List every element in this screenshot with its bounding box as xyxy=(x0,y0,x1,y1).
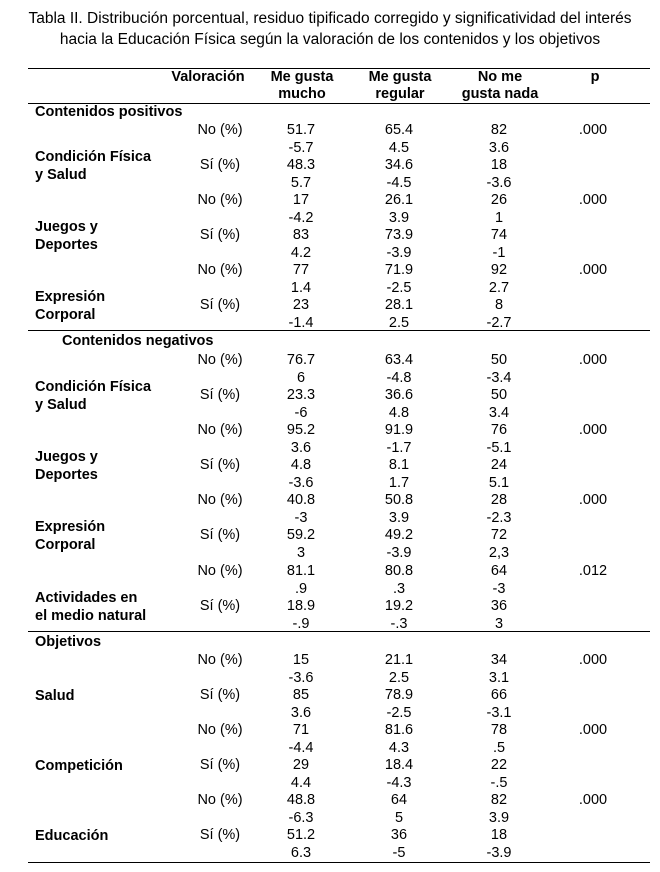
me-gusta-mucho-cell: 59.2 xyxy=(286,527,316,544)
group-label-line: Deportes xyxy=(35,467,98,484)
no-me-gusta-nada-cell: 34 xyxy=(490,652,508,668)
me-gusta-mucho-cell: -4.4 xyxy=(288,739,314,756)
no-me-gusta-nada-cell: 18 xyxy=(490,827,508,844)
me-gusta-mucho-cell: 4.4 xyxy=(290,774,312,791)
p-value-cell: .000 xyxy=(578,652,608,668)
table-row xyxy=(28,670,650,688)
table-row xyxy=(28,140,650,158)
valoracion-cell: No (%) xyxy=(197,262,243,278)
no-me-gusta-nada-cell: 5.1 xyxy=(488,474,510,491)
no-me-gusta-nada-cell: 1 xyxy=(494,209,504,226)
me-gusta-regular-cell: 63.4 xyxy=(384,352,414,368)
me-gusta-regular-cell: 21.1 xyxy=(384,652,414,668)
me-gusta-regular-cell: 28.1 xyxy=(384,297,414,314)
no-me-gusta-nada-cell: 3.6 xyxy=(488,139,510,156)
group-label-line: Deportes xyxy=(35,237,98,254)
no-me-gusta-nada-cell: -3.4 xyxy=(486,369,512,386)
me-gusta-mucho-cell: 5.7 xyxy=(290,174,312,191)
me-gusta-mucho-cell: 4.2 xyxy=(290,244,312,261)
me-gusta-mucho-cell: -1.4 xyxy=(288,314,314,331)
table-row xyxy=(28,370,650,388)
table-row xyxy=(28,705,650,723)
me-gusta-regular-cell: 36 xyxy=(390,827,408,844)
table-row xyxy=(28,492,650,510)
me-gusta-regular-cell: 26.1 xyxy=(384,192,414,208)
no-me-gusta-nada-cell: -3.9 xyxy=(486,844,512,861)
me-gusta-regular-cell: -3.9 xyxy=(386,244,412,261)
me-gusta-regular-cell: 8.1 xyxy=(388,457,410,474)
no-me-gusta-nada-cell: 50 xyxy=(490,387,508,404)
me-gusta-mucho-cell: -6 xyxy=(294,404,308,421)
me-gusta-mucho-cell: -4.2 xyxy=(288,209,314,226)
me-gusta-mucho-cell: 48.8 xyxy=(286,792,316,808)
no-me-gusta-nada-cell: 64 xyxy=(490,563,508,579)
p-value-cell: .000 xyxy=(578,122,608,138)
table-row xyxy=(28,192,650,210)
valoracion-cell: Sí (%) xyxy=(199,527,241,544)
me-gusta-mucho-cell: 23 xyxy=(292,297,310,314)
table-row xyxy=(28,722,650,740)
me-gusta-regular-cell: 50.8 xyxy=(384,492,414,508)
me-gusta-mucho-cell: 4.8 xyxy=(290,457,312,474)
me-gusta-regular-cell: -2.5 xyxy=(386,704,412,721)
bottom-rule xyxy=(28,862,650,863)
caption-line-2: hacia la Educación Física según la valoración de los contenidos y los objetivos xyxy=(59,31,601,48)
valoracion-cell: Sí (%) xyxy=(199,687,241,704)
me-gusta-mucho-cell: 76.7 xyxy=(286,352,316,368)
no-me-gusta-nada-cell: 50 xyxy=(490,352,508,368)
table-row xyxy=(28,598,650,616)
no-me-gusta-nada-cell: 66 xyxy=(490,687,508,704)
group-label-line: Juegos y xyxy=(35,219,98,236)
group-label-line: el medio natural xyxy=(35,608,147,625)
me-gusta-mucho-cell: .9 xyxy=(294,580,308,597)
group-label-line: Competición xyxy=(35,758,123,775)
table-row xyxy=(28,245,650,263)
me-gusta-mucho-cell: 23.3 xyxy=(286,387,316,404)
table-row xyxy=(28,757,650,775)
group-label-line: Expresión xyxy=(35,519,106,536)
table-row xyxy=(28,440,650,458)
section-rule xyxy=(28,330,650,331)
group-label-line: Corporal xyxy=(35,307,96,324)
table-row xyxy=(28,827,650,845)
me-gusta-mucho-cell: -3 xyxy=(294,509,308,526)
me-gusta-regular-cell: 78.9 xyxy=(384,687,414,704)
me-gusta-regular-cell: 81.6 xyxy=(384,722,414,738)
valoracion-cell: Sí (%) xyxy=(199,157,241,174)
me-gusta-mucho-cell: 48.3 xyxy=(286,157,316,174)
table-row xyxy=(28,687,650,705)
me-gusta-mucho-cell: 18.9 xyxy=(286,598,316,615)
me-gusta-regular-cell: 80.8 xyxy=(384,563,414,579)
me-gusta-regular-cell: 3.9 xyxy=(388,209,410,226)
section-title: Contenidos positivos xyxy=(35,104,183,120)
no-me-gusta-nada-cell: 3.1 xyxy=(488,669,510,686)
table-row xyxy=(28,352,650,370)
me-gusta-regular-cell: -4.8 xyxy=(386,369,412,386)
header-no-me-gusta-nada: No me gusta nada xyxy=(461,69,539,102)
me-gusta-regular-cell: 4.5 xyxy=(388,139,410,156)
section-title: Objetivos xyxy=(35,634,102,650)
valoracion-cell: No (%) xyxy=(197,722,243,738)
valoracion-cell: Sí (%) xyxy=(199,598,241,615)
valoracion-cell: Sí (%) xyxy=(199,827,241,844)
no-me-gusta-nada-cell: 3.9 xyxy=(488,809,510,826)
table-row xyxy=(28,563,650,581)
me-gusta-regular-cell: -3.9 xyxy=(386,544,412,561)
me-gusta-regular-cell: 19.2 xyxy=(384,598,414,615)
me-gusta-regular-cell: 34.6 xyxy=(384,157,414,174)
me-gusta-mucho-cell: -3.6 xyxy=(288,474,314,491)
group-label-line: Condición Física xyxy=(35,149,152,166)
table-row xyxy=(28,475,650,493)
valoracion-cell: No (%) xyxy=(197,652,243,668)
p-value-cell: .012 xyxy=(578,563,608,579)
no-me-gusta-nada-cell: 74 xyxy=(490,227,508,244)
group-label-line: Educación xyxy=(35,828,109,845)
no-me-gusta-nada-cell: 3 xyxy=(494,615,504,632)
group-label-line: Condición Física xyxy=(35,379,152,396)
me-gusta-regular-cell: 2.5 xyxy=(388,669,410,686)
table-row xyxy=(28,280,650,298)
no-me-gusta-nada-cell: 2,3 xyxy=(488,544,510,561)
no-me-gusta-nada-cell: 36 xyxy=(490,598,508,615)
me-gusta-mucho-cell: 6.3 xyxy=(290,844,312,861)
me-gusta-mucho-cell: 15 xyxy=(292,652,310,668)
me-gusta-mucho-cell: -3.6 xyxy=(288,669,314,686)
p-value-cell: .000 xyxy=(578,352,608,368)
table-row xyxy=(28,845,650,863)
table-row xyxy=(28,262,650,280)
no-me-gusta-nada-cell: 92 xyxy=(490,262,508,278)
me-gusta-mucho-cell: 40.8 xyxy=(286,492,316,508)
no-me-gusta-nada-cell: -.5 xyxy=(490,774,508,791)
me-gusta-mucho-cell: 29 xyxy=(292,757,310,774)
me-gusta-mucho-cell: 95.2 xyxy=(286,422,316,438)
p-value-cell: .000 xyxy=(578,262,608,278)
me-gusta-mucho-cell: 77 xyxy=(292,262,310,278)
table-row xyxy=(28,545,650,563)
me-gusta-regular-cell: -4.3 xyxy=(386,774,412,791)
no-me-gusta-nada-cell: -2.7 xyxy=(486,314,512,331)
me-gusta-mucho-cell: 83 xyxy=(292,227,310,244)
header-valoracion: Valoración xyxy=(171,69,245,85)
no-me-gusta-nada-cell: 26 xyxy=(490,192,508,208)
valoracion-cell: No (%) xyxy=(197,352,243,368)
valoracion-cell: Sí (%) xyxy=(199,297,241,314)
table-row xyxy=(28,792,650,810)
me-gusta-regular-cell: 91.9 xyxy=(384,422,414,438)
me-gusta-mucho-cell: 51.2 xyxy=(286,827,316,844)
table-row xyxy=(28,740,650,758)
valoracion-cell: No (%) xyxy=(197,122,243,138)
me-gusta-regular-cell: 18.4 xyxy=(384,757,414,774)
me-gusta-mucho-cell: 71 xyxy=(292,722,310,738)
table-caption xyxy=(0,8,660,50)
no-me-gusta-nada-cell: 2.7 xyxy=(488,279,510,296)
table-row xyxy=(28,510,650,528)
me-gusta-regular-cell: 73.9 xyxy=(384,227,414,244)
group-label-line: Corporal xyxy=(35,537,96,554)
p-value-cell: .000 xyxy=(578,792,608,808)
valoracion-cell: Sí (%) xyxy=(199,457,241,474)
me-gusta-mucho-cell: -.9 xyxy=(292,615,310,632)
me-gusta-regular-cell: 49.2 xyxy=(384,527,414,544)
no-me-gusta-nada-cell: -2.3 xyxy=(486,509,512,526)
header-me-gusta-regular: Me gusta regular xyxy=(368,69,432,102)
no-me-gusta-nada-cell: 8 xyxy=(494,297,504,314)
me-gusta-regular-cell: 64 xyxy=(390,792,408,808)
table-row xyxy=(28,810,650,828)
no-me-gusta-nada-cell: -5.1 xyxy=(486,439,512,456)
me-gusta-regular-cell: -.3 xyxy=(390,615,408,632)
valoracion-cell: Sí (%) xyxy=(199,227,241,244)
no-me-gusta-nada-cell: 3.4 xyxy=(488,404,510,421)
p-value-cell: .000 xyxy=(578,192,608,208)
no-me-gusta-nada-cell: 18 xyxy=(490,157,508,174)
group-label-line: Expresión xyxy=(35,289,106,306)
me-gusta-mucho-cell: 1.4 xyxy=(290,279,312,296)
valoracion-cell: No (%) xyxy=(197,563,243,579)
table-row xyxy=(28,227,650,245)
me-gusta-regular-cell: 36.6 xyxy=(384,387,414,404)
valoracion-cell: No (%) xyxy=(197,792,243,808)
valoracion-cell: No (%) xyxy=(197,492,243,508)
table-row xyxy=(28,457,650,475)
table-row xyxy=(28,175,650,193)
me-gusta-mucho-cell: -6.3 xyxy=(288,809,314,826)
valoracion-cell: No (%) xyxy=(197,422,243,438)
section-title: Contenidos negativos xyxy=(62,333,214,349)
table-row xyxy=(28,387,650,405)
no-me-gusta-nada-cell: -3 xyxy=(492,580,506,597)
p-value-cell: .000 xyxy=(578,492,608,508)
me-gusta-mucho-cell: 51.7 xyxy=(286,122,316,138)
table-row xyxy=(28,652,650,670)
table-row xyxy=(28,122,650,140)
no-me-gusta-nada-cell: 76 xyxy=(490,422,508,438)
no-me-gusta-nada-cell: 28 xyxy=(490,492,508,508)
table-row xyxy=(28,527,650,545)
valoracion-cell: Sí (%) xyxy=(199,387,241,404)
valoracion-cell: No (%) xyxy=(197,192,243,208)
no-me-gusta-nada-cell: -3.1 xyxy=(486,704,512,721)
me-gusta-regular-cell: -1.7 xyxy=(386,439,412,456)
table-row xyxy=(28,405,650,423)
me-gusta-mucho-cell: 6 xyxy=(296,369,306,386)
me-gusta-regular-cell: -5 xyxy=(392,844,406,861)
me-gusta-mucho-cell: 17 xyxy=(292,192,310,208)
me-gusta-regular-cell: 2.5 xyxy=(388,314,410,331)
p-value-cell: .000 xyxy=(578,722,608,738)
no-me-gusta-nada-cell: 82 xyxy=(490,792,508,808)
group-label-line: Juegos y xyxy=(35,449,98,466)
no-me-gusta-nada-cell: -3.6 xyxy=(486,174,512,191)
table-row xyxy=(28,775,650,793)
me-gusta-regular-cell: 65.4 xyxy=(384,122,414,138)
me-gusta-mucho-cell: -5.7 xyxy=(288,139,314,156)
group-label-line: Salud xyxy=(35,688,75,705)
header-p: p xyxy=(590,69,600,85)
me-gusta-mucho-cell: 81.1 xyxy=(286,563,316,579)
no-me-gusta-nada-cell: 72 xyxy=(490,527,508,544)
no-me-gusta-nada-cell: 24 xyxy=(490,457,508,474)
me-gusta-mucho-cell: 3 xyxy=(296,544,306,561)
table-row xyxy=(28,297,650,315)
me-gusta-regular-cell: .3 xyxy=(392,580,406,597)
group-label-line: y Salud xyxy=(35,167,87,184)
p-value-cell: .000 xyxy=(578,422,608,438)
me-gusta-mucho-cell: 85 xyxy=(292,687,310,704)
table-row xyxy=(28,210,650,228)
me-gusta-regular-cell: 5 xyxy=(394,809,404,826)
table-row xyxy=(28,581,650,599)
caption-line-1: Tabla II. Distribución porcentual, residuo tipificado corregido y significatividad del interés xyxy=(28,10,632,27)
me-gusta-regular-cell: -4.5 xyxy=(386,174,412,191)
me-gusta-regular-cell: 3.9 xyxy=(388,509,410,526)
me-gusta-regular-cell: 4.8 xyxy=(388,404,410,421)
no-me-gusta-nada-cell: 78 xyxy=(490,722,508,738)
header-me-gusta-mucho: Me gusta mucho xyxy=(270,69,334,102)
me-gusta-regular-cell: 1.7 xyxy=(388,474,410,491)
table-row xyxy=(28,157,650,175)
group-label-line: y Salud xyxy=(35,397,87,414)
me-gusta-regular-cell: -2.5 xyxy=(386,279,412,296)
no-me-gusta-nada-cell: .5 xyxy=(492,739,506,756)
section-rule xyxy=(28,631,650,632)
me-gusta-regular-cell: 4.3 xyxy=(388,739,410,756)
no-me-gusta-nada-cell: -1 xyxy=(492,244,506,261)
valoracion-cell: Sí (%) xyxy=(199,757,241,774)
me-gusta-mucho-cell: 3.6 xyxy=(290,439,312,456)
group-label-line: Actividades en xyxy=(35,590,138,607)
no-me-gusta-nada-cell: 82 xyxy=(490,122,508,138)
me-gusta-mucho-cell: 3.6 xyxy=(290,704,312,721)
table-row xyxy=(28,422,650,440)
me-gusta-regular-cell: 71.9 xyxy=(384,262,414,278)
no-me-gusta-nada-cell: 22 xyxy=(490,757,508,774)
